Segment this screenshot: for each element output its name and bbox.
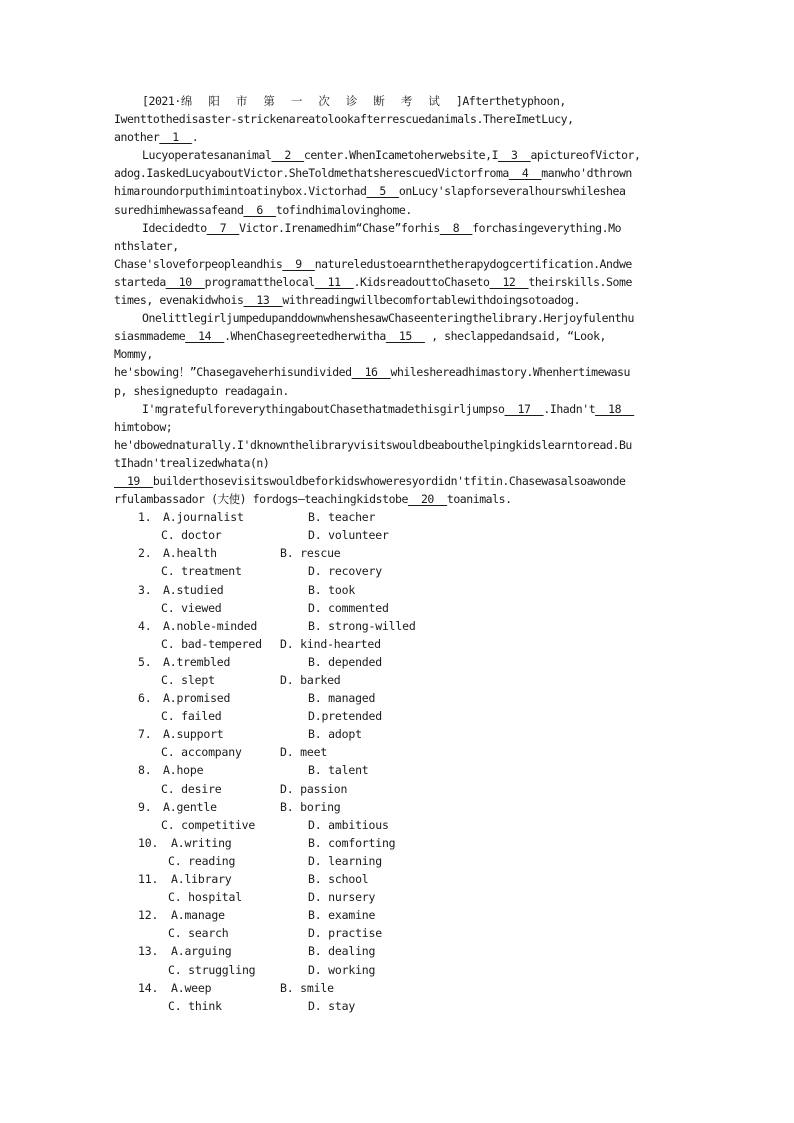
- option-c[interactable]: C. bad-tempered: [161, 636, 262, 651]
- passage-text: .Ihadn't: [543, 401, 596, 416]
- option-a[interactable]: A.journalist: [163, 510, 244, 525]
- passage-line: [114, 400, 678, 418]
- passage-line: [114, 436, 678, 454]
- passage-text: natureledustoearnthetherapydogcertification.Andwe: [314, 256, 632, 271]
- passage-text: himaroundorputhimintoatinybox.Victorhad: [114, 184, 367, 199]
- passage-text: Iwenttothedisaster-strickenareatolookafterrescuedanimals.ThereImetLucy,: [114, 112, 574, 127]
- passage-text: theirskills.Some: [528, 274, 632, 289]
- question-number: 1.: [138, 510, 152, 525]
- option-b[interactable]: B. dealing: [308, 944, 376, 959]
- option-b[interactable]: B. comforting: [308, 835, 396, 850]
- passage-text: he'sbowing！”Chasegaveherhisundivided: [114, 365, 352, 380]
- question-row: [114, 689, 678, 707]
- option-c[interactable]: C. accompany: [161, 745, 242, 760]
- question-row: [114, 780, 678, 798]
- passage-line: [114, 454, 678, 472]
- passage-text: , sheclappedandsaid, “Look,: [424, 329, 607, 344]
- cloze-blank[interactable]: __7__: [206, 220, 240, 235]
- passage-text: siasmmademe: [114, 329, 186, 344]
- passage-text: tIhadn'trealizedwhata(n): [114, 455, 270, 470]
- option-d[interactable]: D. working: [308, 962, 376, 977]
- question-row: [114, 671, 678, 689]
- option-b[interactable]: B. school: [308, 872, 369, 887]
- question-number: 4.: [138, 618, 152, 633]
- option-d[interactable]: D. nursery: [308, 890, 376, 905]
- passage-line: [114, 164, 678, 182]
- cloze-blank[interactable]: __14__: [185, 329, 225, 344]
- passage-line: [114, 291, 678, 309]
- question-number: 5.: [138, 654, 152, 669]
- option-b[interactable]: B. boring: [280, 799, 341, 814]
- cloze-blank[interactable]: __11__: [314, 274, 354, 289]
- passage-text: times, evenakidwhois: [114, 293, 244, 308]
- cloze-blank[interactable]: __17__: [504, 401, 544, 416]
- option-d[interactable]: D. kind-hearted: [280, 636, 381, 651]
- exam-page: [114, 92, 678, 1015]
- passage-line: [114, 182, 678, 200]
- passage-line: [114, 92, 678, 110]
- option-d[interactable]: D. volunteer: [308, 528, 389, 543]
- question-number: 10.: [138, 835, 159, 850]
- question-row: [114, 961, 678, 979]
- passage-text: suredhimhewassafeand: [114, 202, 244, 217]
- question-number: 7.: [138, 727, 152, 742]
- option-b[interactable]: B. rescue: [280, 546, 341, 561]
- question-row: [114, 906, 678, 924]
- cloze-blank[interactable]: __19__: [114, 473, 153, 488]
- cloze-blank[interactable]: __1__: [159, 130, 192, 145]
- question-number: 6.: [138, 691, 152, 706]
- option-d[interactable]: D. recovery: [308, 564, 382, 579]
- option-a[interactable]: A.noble-minded: [163, 618, 258, 633]
- passage-text: toanimals.: [446, 492, 512, 507]
- question-row: [114, 508, 678, 526]
- passage-line: [114, 110, 678, 128]
- passage-text: another: [114, 130, 160, 145]
- question-number: 9.: [138, 799, 152, 814]
- passage-text: center.WhenIcametoherwebsite,I: [303, 148, 499, 163]
- option-c[interactable]: C. search: [168, 926, 229, 941]
- passage-text: onLucy'slapforseveralhourswhileshea: [398, 184, 626, 199]
- passage-text: Chase'sloveforpeopleandhis: [114, 256, 283, 271]
- question-number: 12.: [138, 908, 159, 923]
- question-row: [114, 834, 678, 852]
- option-b[interactable]: B. talent: [308, 763, 369, 778]
- option-c[interactable]: C. reading: [168, 853, 236, 868]
- option-a[interactable]: A.manage: [171, 908, 225, 923]
- question-row: [114, 635, 678, 653]
- cloze-blank[interactable]: __13__: [243, 293, 283, 308]
- passage-text: Victor.Irenamedhim“Chase”forhis: [239, 220, 440, 235]
- passage-line: [114, 418, 678, 436]
- option-b[interactable]: B. smile: [280, 980, 334, 995]
- question-row: [114, 599, 678, 617]
- passage-text: apictureofVictor,: [530, 148, 641, 163]
- option-c[interactable]: C. desire: [161, 781, 222, 796]
- question-row: [114, 870, 678, 888]
- question-number: 8.: [138, 763, 152, 778]
- option-a[interactable]: A.trembled: [163, 654, 231, 669]
- passage-text: Mommy,: [114, 347, 153, 362]
- passage-text: .KidsreadouttoChaseto: [353, 274, 490, 289]
- passage-text: manwho'dthrown: [541, 166, 632, 181]
- option-a[interactable]: A.studied: [163, 582, 224, 597]
- question-number: 13.: [138, 944, 159, 959]
- option-b[interactable]: B. strong-willed: [308, 618, 416, 633]
- passage-line: [114, 201, 678, 219]
- passage-line: [114, 345, 678, 363]
- option-d[interactable]: D. ambitious: [308, 817, 389, 832]
- passage-text: OnelittlegirljumpedupanddownwhenshesawChaseenteringthelibrary.Herjoyfulenthu: [142, 311, 634, 326]
- option-b[interactable]: B. depended: [308, 654, 382, 669]
- option-d[interactable]: D. learning: [308, 853, 382, 868]
- option-a[interactable]: A.writing: [171, 835, 232, 850]
- answer-options: [114, 508, 678, 1015]
- question-row: [114, 743, 678, 761]
- passage-text: builderthosevisitswouldbeforkidswhoweresyordidn'tfitin.Chasewasalsoawonde: [152, 473, 626, 488]
- option-a[interactable]: A.arguing: [171, 944, 232, 959]
- option-a[interactable]: A.support: [163, 727, 224, 742]
- cloze-blank[interactable]: __12__: [489, 274, 529, 289]
- option-a[interactable]: A.library: [171, 872, 232, 887]
- option-c[interactable]: C. hospital: [168, 890, 242, 905]
- passage-text: forchasingeverything.Mo: [472, 220, 622, 235]
- option-a[interactable]: A.promised: [163, 691, 231, 706]
- passage-text: he'dbowednaturally.I'dknownthelibraryvisitswouldbeabouthelpingkidslearntoread.Bu: [114, 437, 632, 452]
- passage-text: nthslater,: [114, 238, 179, 253]
- passage-line: [114, 255, 678, 273]
- option-a[interactable]: A.gentle: [163, 799, 217, 814]
- question-row: [114, 852, 678, 870]
- passage-line: [114, 382, 678, 400]
- passage-line: [114, 146, 678, 164]
- passage-text: I'mgratefulforeverythingaboutChasethatmadethisgirljumpso: [142, 401, 505, 416]
- question-row: [114, 761, 678, 779]
- passage-text: Lucyoperatesananimal: [142, 148, 272, 163]
- passage-text: tofindhimalovinghome.: [275, 202, 412, 217]
- option-a[interactable]: A.weep: [171, 980, 212, 995]
- option-c[interactable]: C. slept: [161, 673, 215, 687]
- passage-line: [114, 472, 678, 490]
- passage-text: programatthelocal: [204, 274, 315, 289]
- cloze-blank[interactable]: __4__: [508, 166, 542, 181]
- question-row: [114, 544, 678, 562]
- option-b[interactable]: B. examine: [308, 908, 376, 923]
- cloze-passage: [114, 92, 678, 508]
- passage-text: [2021·: [142, 94, 181, 108]
- question-row: [114, 562, 678, 580]
- passage-text: adog.IaskedLucyaboutVictor.SheToldmethatsherescuedVictorfroma: [114, 166, 509, 181]
- question-number: 3.: [138, 582, 152, 597]
- question-row: [114, 979, 678, 997]
- cloze-blank[interactable]: __6__: [243, 202, 276, 217]
- passage-line: [114, 128, 678, 146]
- option-b[interactable]: B. managed: [308, 691, 376, 706]
- option-d[interactable]: D. stay: [308, 998, 356, 1013]
- option-b[interactable]: B. teacher: [308, 510, 376, 525]
- option-d[interactable]: D. commented: [308, 600, 389, 615]
- option-c[interactable]: C. treatment: [161, 564, 242, 579]
- question-row: [114, 707, 678, 725]
- cloze-blank[interactable]: __5__: [366, 184, 399, 199]
- option-c[interactable]: C. doctor: [161, 528, 222, 543]
- question-row: [114, 526, 678, 544]
- passage-text: withreadingwillbecomfortablewithdoingsotoadog.: [282, 293, 581, 308]
- passage-text: .: [191, 130, 199, 145]
- option-a[interactable]: A.hope: [163, 763, 204, 778]
- option-b[interactable]: B. took: [308, 582, 356, 597]
- question-row: [114, 653, 678, 671]
- option-d[interactable]: D.pretended: [308, 709, 382, 724]
- cloze-blank[interactable]: __2__: [271, 148, 304, 163]
- question-row: [114, 617, 678, 635]
- cloze-blank[interactable]: __3__: [498, 148, 531, 163]
- question-number: 2.: [138, 546, 152, 561]
- question-row: [114, 798, 678, 816]
- question-row: [114, 725, 678, 743]
- option-c[interactable]: C. think: [168, 998, 222, 1013]
- passage-text: rfulambassador (大使) fordogs—teachingkidstobe: [114, 492, 408, 507]
- passage-text: himtobow;: [114, 419, 173, 434]
- question-row: [114, 581, 678, 599]
- passage-line: [114, 309, 678, 327]
- passage-line: [114, 273, 678, 291]
- question-row: [114, 816, 678, 834]
- option-a[interactable]: A.health: [163, 546, 217, 561]
- cloze-blank[interactable]: __8__: [439, 220, 473, 235]
- passage-line: [114, 237, 678, 255]
- passage-text: whileshereadhimastory.Whenhertimewasu: [390, 365, 631, 380]
- passage-line: [114, 490, 678, 508]
- question-row: [114, 924, 678, 942]
- option-d[interactable]: D. passion: [280, 781, 348, 796]
- passage-text: Idecidedto: [142, 220, 207, 235]
- cloze-blank[interactable]: __15__: [385, 329, 425, 344]
- passage-text: ]Afterthetyphoon,: [455, 94, 566, 108]
- cloze-blank[interactable]: __16__: [351, 365, 391, 380]
- question-row: [114, 942, 678, 960]
- option-d[interactable]: D. barked: [280, 673, 341, 687]
- cloze-blank[interactable]: __10__: [165, 274, 205, 289]
- option-b[interactable]: B. adopt: [308, 727, 362, 742]
- question-number: 14.: [138, 980, 159, 995]
- option-d[interactable]: D. meet: [280, 745, 328, 760]
- passage-text: p, shesignedupto readagain.: [114, 383, 289, 398]
- passage-line: [114, 327, 678, 345]
- option-c[interactable]: C. competitive: [161, 817, 256, 832]
- question-number: 11.: [138, 872, 159, 887]
- cloze-blank[interactable]: __9__: [282, 256, 315, 271]
- option-c[interactable]: C. failed: [161, 709, 222, 724]
- passage-text: starteda: [114, 274, 166, 289]
- question-row: [114, 997, 678, 1015]
- passage-line: [114, 219, 678, 237]
- option-c[interactable]: C. viewed: [161, 600, 222, 615]
- cloze-blank[interactable]: __18__: [595, 401, 635, 416]
- option-c[interactable]: C. struggling: [168, 962, 256, 977]
- cloze-blank[interactable]: __20__: [408, 492, 447, 507]
- passage-line: [114, 363, 678, 381]
- passage-text: 绵阳市第一次诊断考试: [180, 94, 456, 108]
- question-row: [114, 888, 678, 906]
- passage-text: .WhenChasegreetedherwitha: [224, 329, 386, 344]
- option-d[interactable]: D. practise: [308, 926, 382, 941]
